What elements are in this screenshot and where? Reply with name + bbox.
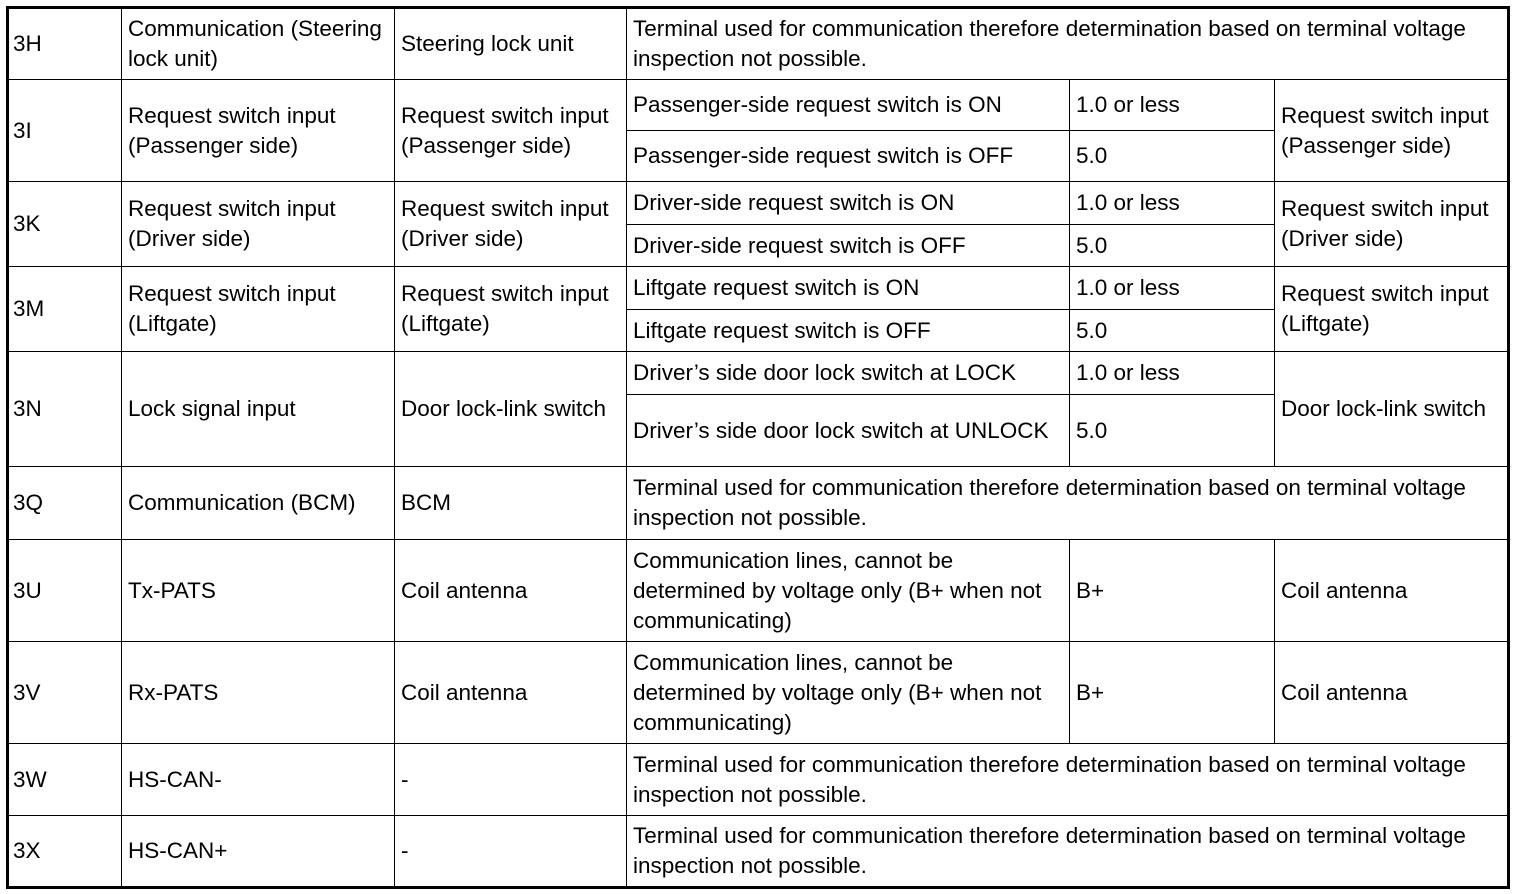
terminal-cell: 3H [8,8,122,80]
terminal-cell: 3W [8,744,122,816]
note-cell: Terminal used for communication therefore determination based on terminal voltage inspection not possible. [627,744,1509,816]
condition-cell: Passenger-side request switch is ON [627,80,1070,131]
condition-cell: Driver’s side door lock switch at LOCK [627,352,1070,395]
signal-cell: Request switch input (Driver side) [122,182,395,267]
terminal-cell: 3Q [8,467,122,540]
signal-cell: Request switch input (Passenger side) [122,80,395,182]
table-row [8,352,1509,395]
connected-to-cell: - [395,744,627,816]
signal-cell: Request switch input (Liftgate) [122,267,395,352]
condition-cell: Driver-side request switch is OFF [627,225,1070,267]
signal-cell: HS-CAN- [122,744,395,816]
terminal-cell: 3V [8,642,122,744]
voltage-cell: 1.0 or less [1070,182,1275,225]
condition-cell: Driver-side request switch is ON [627,182,1070,225]
voltage-cell: 5.0 [1070,310,1275,352]
table-row [8,816,1509,888]
table-row [8,267,1509,310]
connected-to-cell: BCM [395,467,627,540]
voltage-cell: 1.0 or less [1070,352,1275,395]
table-row [8,467,1509,540]
terminal-inspection-table [6,6,1510,889]
terminal-cell: 3K [8,182,122,267]
signal-cell: HS-CAN+ [122,816,395,888]
note-cell: Terminal used for communication therefore determination based on terminal voltage inspection not possible. [627,816,1509,888]
connected-to-cell: Coil antenna [395,540,627,642]
inspection-item-cell: Coil antenna [1275,540,1509,642]
inspection-item-cell: Request switch input (Passenger side) [1275,80,1509,182]
condition-cell: Communication lines, cannot be determined by voltage only (B+ when not communicating) [627,642,1070,744]
condition-cell: Liftgate request switch is ON [627,267,1070,310]
inspection-item-cell: Coil antenna [1275,642,1509,744]
voltage-cell: B+ [1070,540,1275,642]
terminal-cell: 3I [8,80,122,182]
signal-cell: Tx-PATS [122,540,395,642]
inspection-item-cell: Request switch input (Liftgate) [1275,267,1509,352]
terminal-cell: 3U [8,540,122,642]
connected-to-cell: Steering lock unit [395,8,627,80]
connected-to-cell: Coil antenna [395,642,627,744]
connected-to-cell: - [395,816,627,888]
table-row [8,8,1509,80]
table-row [8,540,1509,642]
condition-cell: Driver’s side door lock switch at UNLOCK [627,395,1070,467]
voltage-cell: 1.0 or less [1070,267,1275,310]
note-cell: Terminal used for communication therefore determination based on terminal voltage inspection not possible. [627,8,1509,80]
terminal-cell: 3X [8,816,122,888]
connected-to-cell: Request switch input (Liftgate) [395,267,627,352]
table-row [8,80,1509,131]
condition-cell: Liftgate request switch is OFF [627,310,1070,352]
signal-cell: Rx-PATS [122,642,395,744]
voltage-cell: B+ [1070,642,1275,744]
condition-cell: Communication lines, cannot be determined by voltage only (B+ when not communicating) [627,540,1070,642]
signal-cell: Communication (Steering lock unit) [122,8,395,80]
signal-cell: Lock signal input [122,352,395,467]
terminal-cell: 3M [8,267,122,352]
connected-to-cell: Request switch input (Driver side) [395,182,627,267]
connected-to-cell: Door lock-link switch [395,352,627,467]
terminal-cell: 3N [8,352,122,467]
voltage-cell: 1.0 or less [1070,80,1275,131]
table-row [8,182,1509,225]
inspection-item-cell: Door lock-link switch [1275,352,1509,467]
condition-cell: Passenger-side request switch is OFF [627,131,1070,182]
inspection-item-cell: Request switch input (Driver side) [1275,182,1509,267]
voltage-cell: 5.0 [1070,225,1275,267]
connected-to-cell: Request switch input (Passenger side) [395,80,627,182]
signal-cell: Communication (BCM) [122,467,395,540]
table-row [8,744,1509,816]
voltage-cell: 5.0 [1070,131,1275,182]
table-row [8,642,1509,744]
note-cell: Terminal used for communication therefore determination based on terminal voltage inspection not possible. [627,467,1509,540]
voltage-cell: 5.0 [1070,395,1275,467]
